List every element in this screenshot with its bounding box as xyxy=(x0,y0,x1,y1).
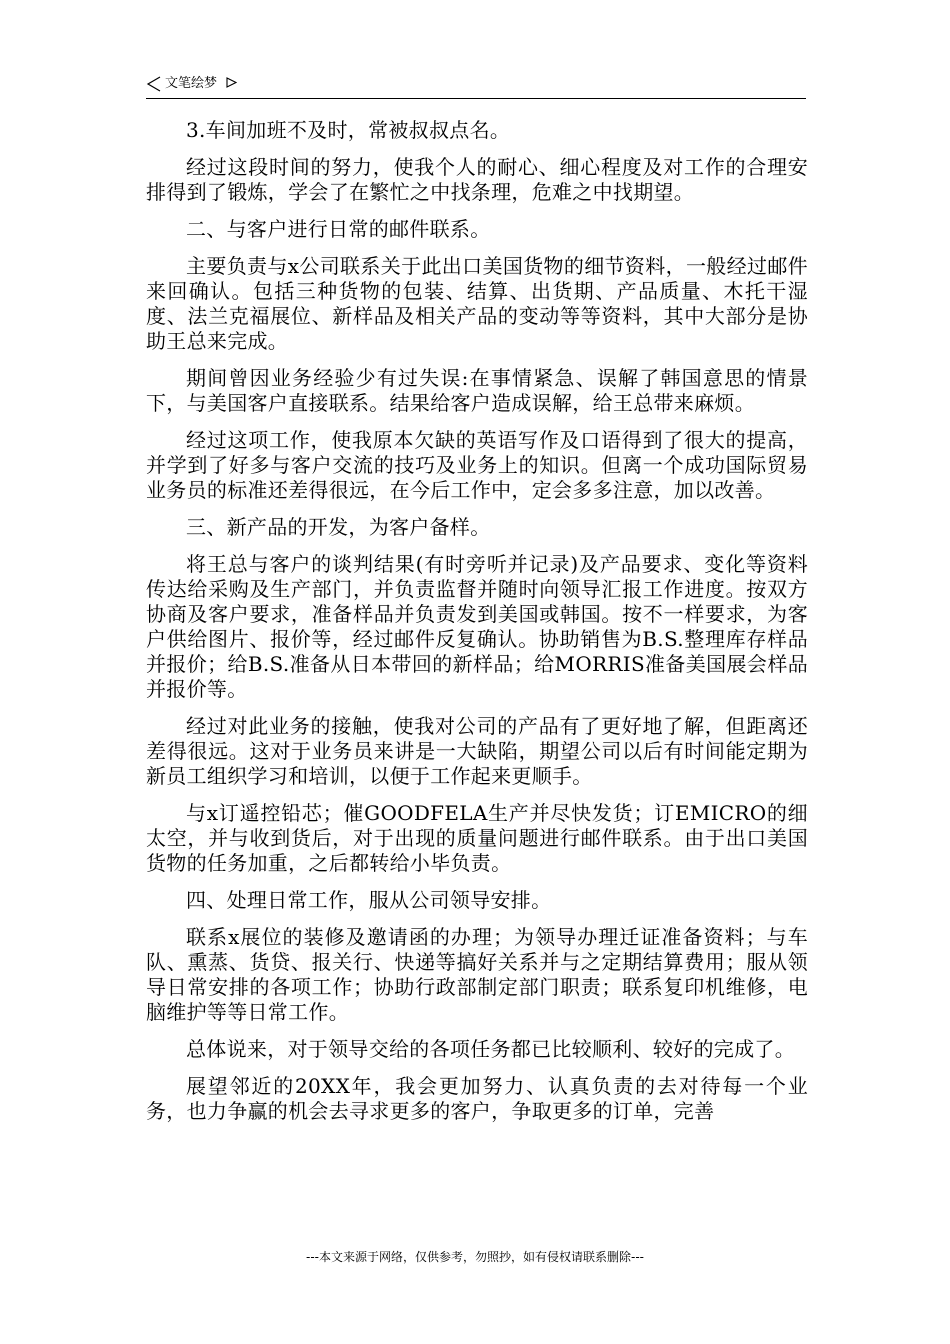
paragraph: 经过这段时间的努力，使我个人的耐心、细心程度及对工作的合理安排得到了锻炼，学会了在繁忙之中找条理，危难之中找期望。 xyxy=(146,155,808,204)
paragraph: 总体说来，对于领导交给的各项任务都已比较顺利、较好的完成了。 xyxy=(186,1037,795,1061)
triangle-left-icon xyxy=(146,76,162,92)
document-body xyxy=(146,118,808,1136)
paragraph: 联系x展位的装修及邀请函的办理；为领导办理迁证准备资料；与车队、熏蒸、货贷、报关行、快递等搞好关系并与之定期结算费用；服从领导日常安排的各项工作；协助行政部制定部门职责；联系复印机维修，电脑维护等等日常工作。 xyxy=(146,925,808,1024)
paragraph: 经过对此业务的接触，使我对公司的产品有了更好地了解，但距离还差得很远。这对于业务员来讲是一大缺陷，期望公司以后有时间能定期为新员工组织学习和培训，以便于工作起来更顺手。 xyxy=(146,714,808,788)
section-heading: 四、处理日常工作，服从公司领导安排。 xyxy=(186,888,552,912)
paragraph: 期间曾因业务经验少有过失误:在事情紧急、误解了韩国意思的情景下，与美国客户直接联系。结果给客户造成误解，给王总带来麻烦。 xyxy=(146,366,808,415)
section-heading: 二、与客户进行日常的邮件联系。 xyxy=(186,217,491,241)
paragraph: 与x订遥控铅芯；催GOODFELA生产并尽快发货；订EMICRO的细太空，并与收到货后，对于出现的质量问题进行邮件联系。由于出口美国货物的任务加重，之后都转给小毕负责。 xyxy=(146,801,808,875)
triangle-right-icon xyxy=(226,77,237,88)
paragraph: 3.车间加班不及时，常被叔叔点名。 xyxy=(186,118,511,142)
brand xyxy=(146,74,806,94)
paragraph: 主要负责与x公司联系关于此出口美国货物的细节资料，一般经过邮件来回确认。包括三种货物的包装、结算、出货期、产品质量、木托干湿度、法兰克福展位、新样品及相关产品的变动等等资料，其中大部分是协助王总来完成。 xyxy=(146,254,808,353)
section-heading: 三、新产品的开发，为客户备样。 xyxy=(186,515,491,539)
paragraph: 将王总与客户的谈判结果(有时旁听并记录)及产品要求、变化等资料传达给采购及生产部门，并负责监督并随时向领导汇报工作进度。按双方协商及客户要求，准备样品并负责发到美国或韩国。按不一样要求，为客户供给图片、报价等，经过邮件反复确认。协助销售为B.S.整理库存样品并报价；给B.S.准备从日本带回的新样品；给MORRIS准备美国展会样品并报价等。 xyxy=(146,552,808,701)
page-header xyxy=(146,74,806,98)
header-divider xyxy=(146,98,806,99)
brand-name: 文笔绘梦 xyxy=(165,76,218,91)
page-footer: ---本文来源于网络，仅供参考，勿照抄，如有侵权请联系删除--- xyxy=(306,1250,644,1264)
paragraph: 经过这项工作，使我原本欠缺的英语写作及口语得到了很大的提高，并学到了好多与客户交流的技巧及业务上的知识。但离一个成功国际贸易业务员的标准还差得很远，在今后工作中，定会多多注意，加以改善。 xyxy=(146,428,808,502)
paragraph: 展望邻近的20XX年，我会更加努力、认真负责的去对待每一个业务，也力争赢的机会去寻求更多的客户，争取更多的订单，完善 xyxy=(146,1074,808,1123)
